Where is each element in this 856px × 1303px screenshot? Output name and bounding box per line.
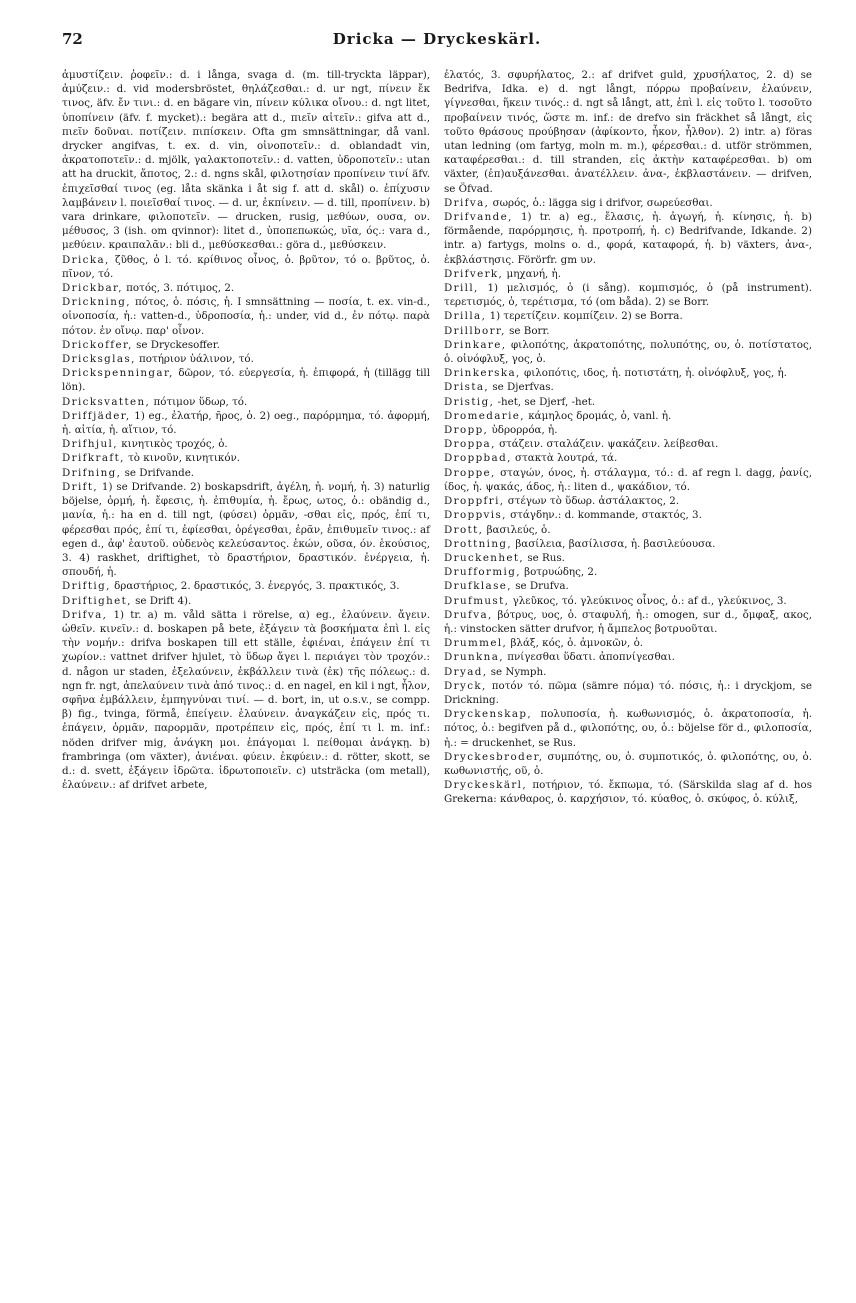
entry-definition: βότρυς, υος, ὁ. σταφυλή, ἡ.: omogen, sur d., ὄμφαξ, ακος, ἡ.: vinstocken sätter drufvor, ἡ ἄμπελος βοτρυοῦται. xyxy=(444,608,812,635)
entry-definition: 1) τερετίζειν. κομπίζειν. 2) se Borra. xyxy=(489,310,683,323)
dictionary-entry xyxy=(444,508,812,522)
entry-headword: Drilla, xyxy=(444,310,487,323)
entry-headword: Drufformig, xyxy=(444,566,521,579)
entry-headword: Dromedarie, xyxy=(444,409,525,422)
entry-definition: στέγων τὸ ὕδωρ. ἀστάλακτος, 2. xyxy=(507,495,680,508)
entry-headword: Drott, xyxy=(444,523,484,536)
entry-definition: πολυποσία, ἡ. κωθωνισμός, ὁ. ἀκρατοποσία, ἡ. πότος, ὁ.: begifven på d., φιλοπότης, ου, ὁ.: böjelse för d., φιλοποσία, ἡ.: = druckenhet, se Rus. xyxy=(444,708,812,749)
entry-definition: μηχανή, ἡ. xyxy=(506,267,561,280)
entry-headword: Dryck, xyxy=(444,679,487,692)
entry-headword: Droppe, xyxy=(444,466,496,479)
entry-definition: βασιλεύς, ὁ. xyxy=(486,523,551,536)
entry-definition: ζῦθος, ὁ l. τό. κρίθινος οἶνος, ὁ. βρῦτον, τό o. βρῦτος, ὁ. πῖνον, τό. xyxy=(62,253,430,280)
dictionary-entry xyxy=(62,253,430,281)
dictionary-entry xyxy=(62,295,430,338)
entry-definition: βασίλεια, βασίλισσα, ἡ. βασιλεύουσα. xyxy=(515,537,716,550)
dictionary-entry xyxy=(444,210,812,267)
right-column xyxy=(444,68,812,807)
entry-definition: στάγδην.: d. kommande, στακτός, 3. xyxy=(510,509,702,522)
entry-definition: se Drufva. xyxy=(515,580,569,593)
entry-headword: Drillborr, xyxy=(444,324,506,337)
entry-definition: τὸ κινοῦν, κινητικόν. xyxy=(128,452,241,465)
dictionary-entry xyxy=(444,778,812,806)
entry-headword: Drunkna, xyxy=(444,651,504,664)
dictionary-entry xyxy=(62,68,430,253)
running-title: Dricka — Dryckeskärl. xyxy=(332,30,542,48)
page-number: 72 xyxy=(62,30,83,48)
dictionary-entry xyxy=(444,523,812,537)
entry-definition: κάμηλος δρομάς, ὁ, vanl. ἡ. xyxy=(528,409,672,422)
dictionary-entry xyxy=(62,608,430,793)
dictionary-entry xyxy=(62,451,430,465)
entry-definition: συμπότης, ου, ὁ. συμποτικός, ὁ. φιλοπότης, ου, ὁ. κωθωνιστής, οῦ, ὁ. xyxy=(444,750,812,777)
dictionary-entry xyxy=(444,750,812,778)
entry-headword: Dryckenskap, xyxy=(444,708,533,721)
entry-definition: στάζειν. σταλάζειν. ψακάζειν. λείβεσθαι. xyxy=(499,438,719,451)
left-column xyxy=(62,68,430,807)
entry-definition: δραστήριος, 2. δραστικός, 3. ἐνεργός, 3. πρακτικός, 3. xyxy=(114,580,400,593)
entry-headword: Droppfri, xyxy=(444,495,505,508)
dictionary-entry xyxy=(444,565,812,579)
dictionary-entry xyxy=(444,608,812,636)
dictionary-entry xyxy=(444,594,812,608)
entry-headword: Drifkraft, xyxy=(62,452,125,465)
entry-headword: Dricksglas, xyxy=(62,353,136,366)
entry-headword: Drift, xyxy=(62,480,99,493)
entry-headword: Drifning, xyxy=(62,466,122,479)
dictionary-entry xyxy=(62,281,430,295)
dictionary-entry xyxy=(444,650,812,664)
entry-definition: βοτρυώδης, 2. xyxy=(524,566,598,579)
entry-headword: Druckenhet, xyxy=(444,551,525,564)
entry-definition: κινητικὸς τροχός, ὁ. xyxy=(121,438,228,451)
running-head xyxy=(62,30,812,56)
dictionary-entry xyxy=(444,380,812,394)
entry-headword: Drifva, xyxy=(62,608,108,621)
entry-definition: 1) eg., ἐλατήρ, ῆρος, ὁ. 2) oeg., παρόρμημα, τό. ἀφορμή, ἡ. αἰτία, ἡ. αἴτιον, τό. xyxy=(62,409,430,437)
entry-headword: Driftighet, xyxy=(62,594,132,607)
entry-definition: se Borr. xyxy=(509,324,550,337)
entry-headword: Drummel, xyxy=(444,637,508,650)
dictionary-entry xyxy=(444,324,812,338)
dictionary-entry xyxy=(62,338,430,352)
dictionary-entry xyxy=(444,636,812,650)
entry-headword: Dryckeskärl, xyxy=(444,779,528,792)
entry-headword: Driftig, xyxy=(62,580,111,593)
dictionary-entry xyxy=(444,409,812,423)
entry-definition: 1) tr. a) m. våld sätta i rörelse, α) eg., ἐλαύνειν. ἄγειν. ὠθεῖν. κινεῖν.: d. boskapen på bete, ἐξάγειν τὰ βοσκήματα ἐπὶ l. εἰς τὴν νομήν.: drifva boskapen till ett ställe, ἐφιέναι, ἐπάγειν ἐπί τι χωρίον.: vattnet drifver hjulet, τὸ ὕδωρ ἄγει l. περιάγει τὸν τροχόν.: d. någon ur staden, ἐξελαύνειν, ἐκβάλλειν τινὰ (ἐκ) τῆς πόλεως.: d. ngn fr. ngt, ἀπελαύνειν τινὰ ἀπό τινος.: d. en nagel, en kil i ngt, ἧλον, σφῆνα ἐμβάλλειν, ἐμπηγνύναι τινί. — d. bort, in, ut o.s.v., se compp. β) fig., tvinga, förmå, ἐπείγειν. ἐλαύνειν. ἀναγκάζειν εἰς, πρός τι. ἐπάγειν, ὁρμᾶν, παρορμᾶν, προτρέπειν εἰς, πρός, ἐπί τι l. m. inf.: nöden drifver mig, ἀνάγκη μοι. ἐπάγομαι l. πείθομαι ἀνάγκῃ. b) frambringa (om växter), ἀνιέναι. φύειν. ἐκφύειν.: d. rötter, skott, se d.: d. svett, ἐξάγειν ἱδρῶτα. ἱδρωτοποιεῖν. c) utsträcka (om metall), ἐλαύνειν.: af drifvet arbete, xyxy=(62,608,430,792)
entry-definition: στακτὰ λουτρά, τά. xyxy=(515,452,618,465)
dictionary-entry xyxy=(62,409,430,437)
entry-headword: Dryckesbroder, xyxy=(444,750,544,763)
dictionary-entry xyxy=(62,366,430,394)
entry-headword: Drickbar, xyxy=(62,282,123,295)
entry-headword: Drufklase, xyxy=(444,580,512,593)
entry-definition: πότος, ὁ. πόσις, ἡ. I smnsättning — ποσία, t. ex. vin-d., οἰνοποσία, ἡ.: vatten-d., ὑδροποσία, ἡ.: under, vid d., ἐν πότῳ. παρὰ πότον. ἐν οἴνῳ. παρ' οἶνον. xyxy=(62,296,430,337)
dictionary-entry xyxy=(444,494,812,508)
entry-headword: Dricksvatten, xyxy=(62,395,151,408)
dictionary-entry xyxy=(444,579,812,593)
dictionary-entry xyxy=(62,594,430,608)
entry-definition: ποτόν τό. πῶμα (sämre πόμα) τό. πόσις, ἡ.: i dryckjom, se Drickning. xyxy=(444,679,812,706)
entry-definition: 1) μελισμός, ὁ (i sång). κομπισμός, ὁ (på instrument). τερετισμός, ὁ, τερέτισμα, τό (om båda). 2) se Borr. xyxy=(444,282,812,309)
dictionary-entry xyxy=(444,551,812,565)
entry-definition: se Nymph. xyxy=(490,665,547,678)
dictionary-entry xyxy=(444,423,812,437)
dictionary-entry xyxy=(444,281,812,309)
entry-headword: Drickspenningar, xyxy=(62,367,174,380)
dictionary-entry xyxy=(444,395,812,409)
entry-headword: Drifverk, xyxy=(444,267,504,280)
entry-definition: ποτήριον ὑάλινον, τό. xyxy=(139,353,254,366)
entry-headword: Driffjäder, xyxy=(62,409,131,422)
entry-definition: δῶρον, τό. εὐεργεσία, ἡ. ἐπιφορά, ἡ (tillägg till lön). xyxy=(62,367,430,394)
dictionary-entry xyxy=(444,679,812,707)
entry-headword: Droppa, xyxy=(444,438,496,451)
entry-headword: Drinkare, xyxy=(444,338,507,351)
entry-headword: Dryad, xyxy=(444,665,488,678)
entry-headword: Drinkerska, xyxy=(444,367,521,380)
dictionary-entry xyxy=(444,437,812,451)
entry-definition: 1) se Drifvande. 2) boskapsdrift, ἀγέλη, ἡ. νομή, ἡ. 3) naturlig böjelse, ὁρμή, ἡ. ἔφεσις, ἡ. ἐπιθυμία, ἡ. ἔρως, ωτος, ὁ.: obändig d., μανία, ἡ.: ha en d. till ngt, (φύσει) ὁρμᾶν, -σθαι εἰς, πρός, ἐπί τι, φέρεσθαι πρός, ἐπί τι, ἐφίεσθαι, ὀρέγεσθαι, ἐρᾶν, ἐπιθυμεῖν τινος.: af egen d., ἀφ' ἑαυτοῦ. οὐδενὸς κελεύσαντος. ἑκών, οῦσα, όν. ἑκούσιος, 3. 4) raskhet, driftighet, τὸ δραστήριον, δραστικόν. ἐνέργεια, ἡ. σπουδή, ἡ. xyxy=(62,480,430,579)
dictionary-entry xyxy=(444,309,812,323)
entry-headword: Droppvis, xyxy=(444,509,507,522)
dictionary-entry xyxy=(62,437,430,451)
dictionary-entry xyxy=(62,466,430,480)
entry-definition: σωρός, ὁ.: lägga sig i drifvor, σωρεύεσθαι. xyxy=(492,196,713,209)
entry-definition: se Drift 4). xyxy=(135,594,192,607)
entry-definition: -het, se Djerf, -het. xyxy=(497,395,596,408)
entry-definition: se Dryckesoffer. xyxy=(136,338,220,351)
entry-headword: Drista, xyxy=(444,381,490,394)
entry-definition: ποτήριον, τό. ἔκπωμα, τό. (Särskilda slag af d. hos Grekerna: κάνθαρος, ὁ. καρχήσιον, τό. κύαθος, ὁ. σκύφος, ὁ. κύλιξ, xyxy=(444,779,812,806)
entry-definition: se Djerfvas. xyxy=(492,381,554,394)
entry-headword: Drickning, xyxy=(62,296,131,309)
entry-definition: se Drifvande. xyxy=(124,466,195,479)
entry-headword: Drufmust, xyxy=(444,594,510,607)
entry-definition: ποτός, 3. πότιμος, 2. xyxy=(126,282,235,295)
entry-headword: Drifva, xyxy=(444,196,490,209)
dictionary-entry xyxy=(62,579,430,593)
dictionary-entry xyxy=(62,480,430,579)
entry-definition: ἀμυστίζειν. ῥοφεῖν.: d. i långa, svaga d. (m. till-tryckta läppar), ἀμύζειν.: d. vid modersbröstet, θηλάζεσθαι.: d. ur ngt, πίνειν ἔκ τινος, äfv. ἔν τινι.: d. en bägare vin, πίνειν κύλικα οἴνου.: d. ngt litet, ὑποπίνειν (äfv. f. mycket).: begära att d., πιεῖν αἰτεῖν.: gifva att d., πιεῖν δοῦναι. ποτίζειν. πιπίσκειν. Ofta gm smnsättningar, då vanl. drycker angifvas, t. ex. d. vin, οἰνοποτεῖν.: d. oblandadt vin, ἀκρατοποτεῖν.: d. mjölk, γαλακτοποτεῖν.: d. vatten, ὑδροποτεῖν.: utan att ha druckit, ἄποτος, 2.: d. ngns skål, φιλοτησίαν προπίνειν τινί äfv. ἐπιχεῖσθαί τινος (eg. låta skänka i åt sig f. att d. skål) o. ἐπίχυσιν λαμβάνειν l. ποιεῖσθαί τινος. — d. ur, ἐκπίνειν. — d. till, προπίνειν. b) vara drinkare, φιλοποτεῖν. — drucken, rusig, μεθύων, ουσα, ον. μέθυσος, 3 (ish. om qvinnor): litet d., ὑποπεπωκώς, υῖα, ός.: vara d., μεθύειν. κραιπαλᾶν.: bli d., μεθύσκεσθαι.: göra d., μεθύσκειν. xyxy=(62,69,430,252)
entry-headword: Drifhjul, xyxy=(62,438,118,451)
entry-headword: Droppbad, xyxy=(444,452,512,465)
dictionary-entry xyxy=(444,267,812,281)
entry-definition: se Rus. xyxy=(527,551,565,564)
entry-definition: ἐλατός, 3. σφυρήλατος, 2.: af drifvet guld, χρυσήλατος, 2. d) se Bedrifva, Idka. e) d. ngt långt, πόρρω προβαίνειν, ἐλαύνειν, γίγνεσθαι, ἥκειν τινός.: d. ngt så långt, att, ἐπὶ l. εἰς τοῦτο l. τοσοῦτο προβαίνειν τινός, ὥστε m. inf.: de drefvo sin fräckhet så långt, εἰς τοῦτο θράσους προύβησαν (ἀφίκοντο, ἧκον, ἦλθον). 2) intr. a) föras utan ledning (om fartyg, moln m. m.), φέρεσθαι.: d. utför strömmen, καταφέρεσθαι.: d. till stranden, εἰς ἀκτὴν καταφέρεσθαι. b) om växter, (ἐπ)αυξάνεσθαι. ἀνατέλλειν. ἀνα-, ἐκβλαστάνειν. — drifven, se Öfvad. xyxy=(444,69,812,195)
entry-definition: πότιμον ὕδωρ, τό. xyxy=(153,395,248,408)
entry-headword: Dropp, xyxy=(444,424,489,437)
dictionary-entry xyxy=(444,366,812,380)
entry-headword: Drottning, xyxy=(444,537,513,550)
entry-definition: φιλοπότης, ἀκρατοπότης, πολυπότης, ου, ὁ. ποτίστατος, ὁ. οἰνόφλυξ, γος, ὁ. xyxy=(444,338,812,366)
entry-headword: Drifvande, xyxy=(444,211,513,224)
dictionary-entry xyxy=(62,352,430,366)
entry-headword: Dricka, xyxy=(62,253,110,266)
dictionary-entry xyxy=(62,395,430,409)
dictionary-entry xyxy=(444,196,812,210)
dictionary-entry xyxy=(444,338,812,366)
dictionary-entry xyxy=(444,537,812,551)
entry-headword: Drufva, xyxy=(444,608,493,621)
dictionary-entry xyxy=(444,68,812,196)
dictionary-entry xyxy=(444,707,812,750)
entry-definition: γλεῦκος, τό. γλεύκινος οἶνος, ὁ.: af d., γλεύκινος, 3. xyxy=(512,594,787,607)
entry-headword: Drickoffer, xyxy=(62,338,133,351)
dictionary-entry xyxy=(444,451,812,465)
entry-definition: 1) tr. a) eg., ἔλασις, ἡ. ἀγωγή, ἡ. κίνησις, ἡ. b) förmående, παρόρμησις, ἡ. προτροπή, ἡ. c) Bedrifvande, Idkande. 2) intr. a) fartygs, molns o. d., φορά, καταφορά, ἡ. b) växters, ἀνα-, ἐκβλάστησις. Förörfr. gm υν. xyxy=(444,211,812,266)
entry-definition: ὑδρορρόα, ἡ. xyxy=(491,424,558,437)
entry-headword: Drill, xyxy=(444,282,479,295)
dictionary-entry xyxy=(444,665,812,679)
entry-definition: σταγών, όνος, ἡ. στάλαγμα, τό.: d. af regn l. dagg, ῥανίς, ίδος, ἡ. ψακάς, άδος, ἡ.: liten d., ψακάδιον, τό. xyxy=(444,466,812,493)
entry-definition: πνίγεσθαι ὕδατι. ἀποπνίγεσθαι. xyxy=(507,651,675,664)
columns xyxy=(62,68,812,807)
entry-definition: φιλοπότις, ιδος, ἡ. ποτιστάτη, ἡ. οἰνόφλυξ, γος, ἡ. xyxy=(523,367,787,380)
entry-definition: βλάξ, κός, ὁ. ἀμνοκῶν, ὁ. xyxy=(510,637,644,650)
dictionary-entry xyxy=(444,466,812,494)
entry-headword: Dristig, xyxy=(444,395,495,408)
